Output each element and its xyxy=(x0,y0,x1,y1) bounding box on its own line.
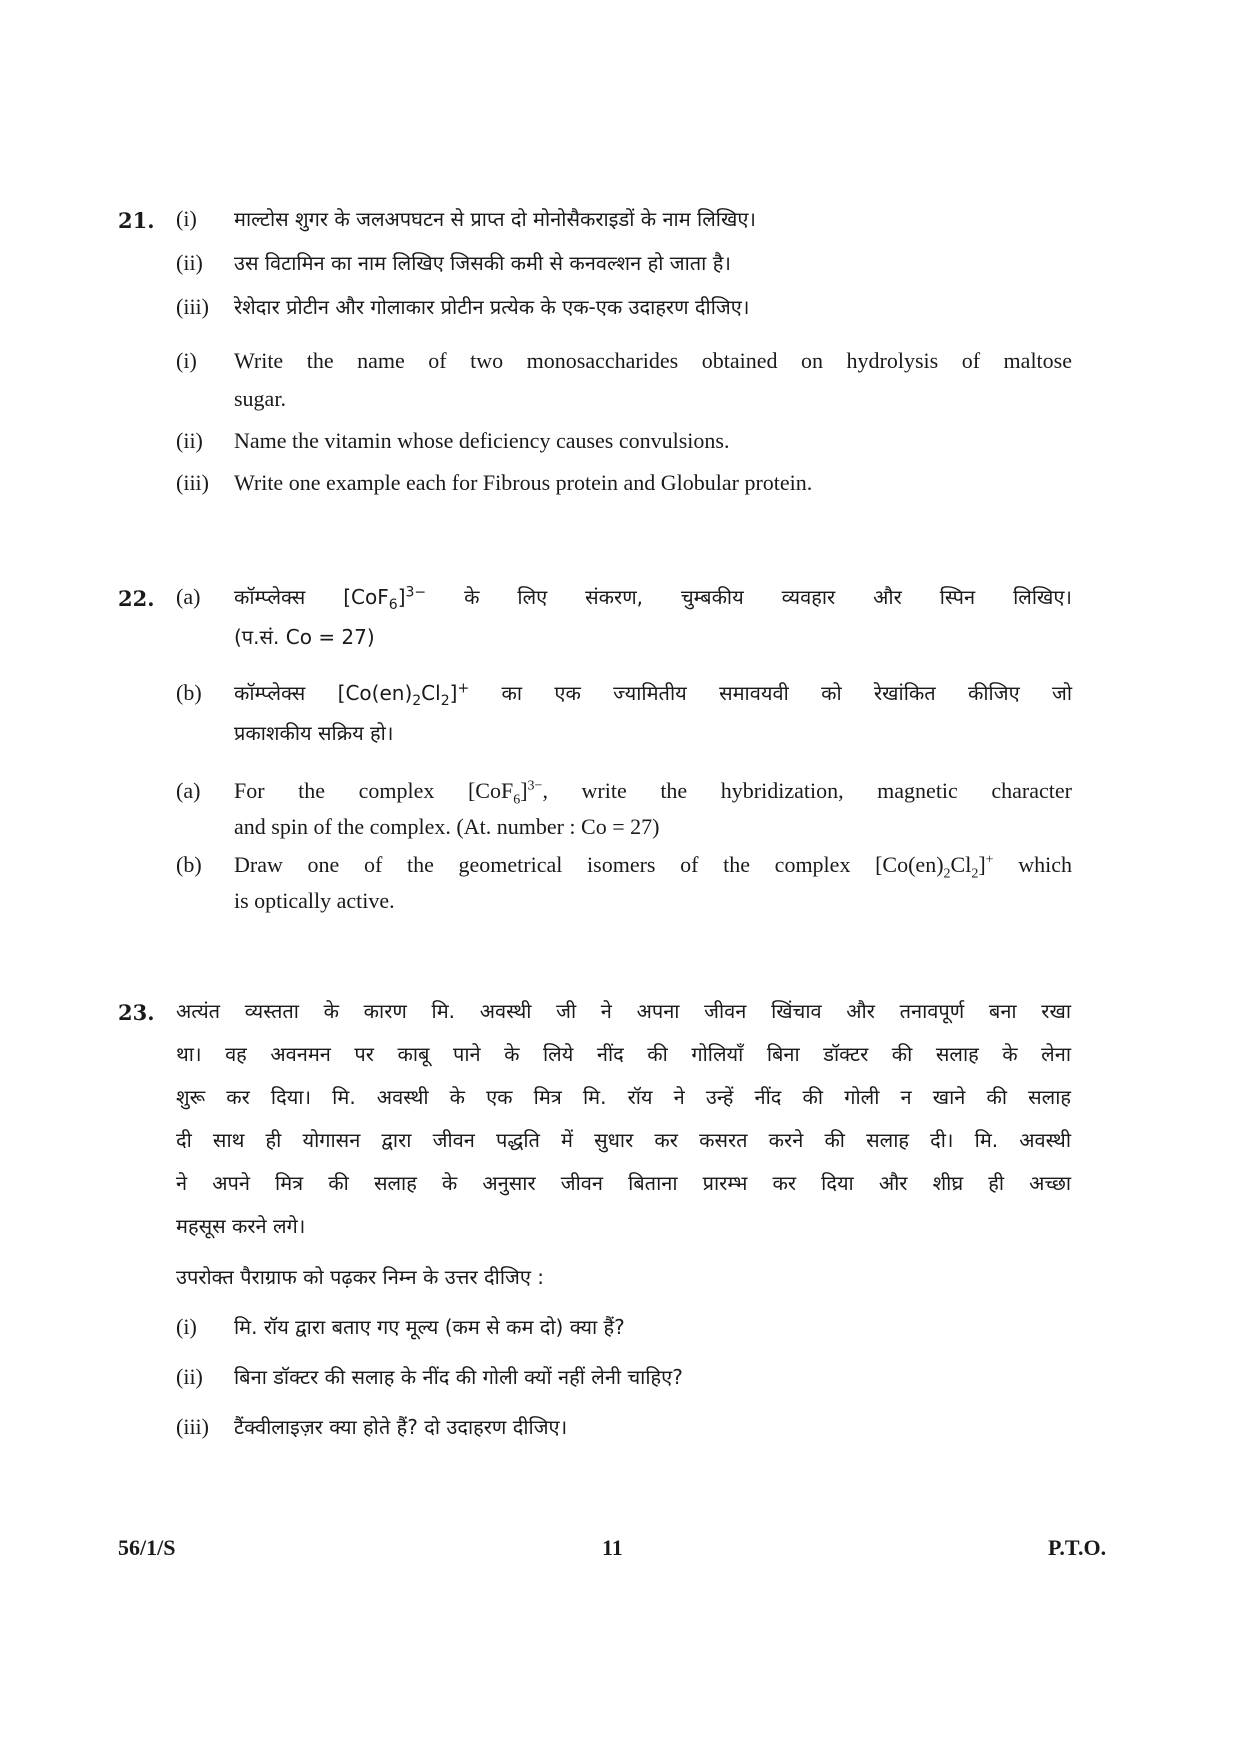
page-number: 11 xyxy=(602,1535,623,1560)
paragraph-line: अत्यंत व्यस्तता के कारण मि. अवस्थी जी ने अपना जीवन खिंचाव और तनावपूर्ण बना रखा xyxy=(176,999,1071,1023)
item-label: (iii) xyxy=(176,470,209,495)
paragraph-line: था। वह अवनमन पर काबू पाने के लिये नींद की गोलियाँ बिना डॉक्टर की सलाह के लेना xyxy=(176,1042,1071,1066)
item-text-continued: is optically active. xyxy=(234,888,395,913)
item-text-continued: प्रकाशकीय सक्रिय हो। xyxy=(234,721,394,745)
question-number: 23. xyxy=(118,1000,155,1025)
item-text-continued: (प.सं. Co = 27) xyxy=(234,625,375,649)
item-text-continued: sugar. xyxy=(234,386,286,411)
item-label: (b) xyxy=(176,852,202,877)
item-label: (a) xyxy=(176,584,201,609)
item-label: (a) xyxy=(176,778,201,803)
q23-prompt xyxy=(176,1258,1071,1296)
prompt-text: उपरोक्त पैराग्राफ को पढ़कर निम्न के उत्तर दीजिए : xyxy=(176,1265,545,1289)
paragraph-line: शुरू कर दिया। मि. अवस्थी के एक मित्र मि. रॉय ने उन्हें नींद की गोली न खाने की सलाह xyxy=(176,1085,1071,1109)
item-text: टैंक्वीलाइज़र क्या होते हैं? दो उदाहरण दीजिए। xyxy=(234,1415,568,1439)
item-text: कॉम्प्लेक्स $[CoF_6]^{3-}$ के लिए संकरण, चुम्बकीय व्यवहार और स्पिन लिखिए। xyxy=(234,584,1072,613)
item-text: Write one example each for Fibrous protein and Globular protein. xyxy=(234,470,813,495)
item-text: कॉम्प्लेक्स $[Co(en)_2Cl_2]^+$ का एक ज्यामितीय समावयवी को रेखांकित कीजिए जो xyxy=(234,680,1072,709)
item-text: मि. रॉय द्वारा बताए गए मूल्य (कम से कम दो) क्या हैं? xyxy=(234,1315,625,1339)
question-number: 22. xyxy=(118,586,155,611)
item-text: बिना डॉक्टर की सलाह के नींद की गोली क्यों नहीं लेनी चाहिए? xyxy=(234,1365,683,1389)
item-text: उस विटामिन का नाम लिखिए जिसकी कमी से कनवल्शन हो जाता है। xyxy=(234,251,731,275)
item-label: (ii) xyxy=(176,1364,203,1389)
paragraph-line: दी साथ ही योगासन द्वारा जीवन पद्धति में सुधार कर कसरत करने की सलाह दी। मि. अवस्थी xyxy=(176,1128,1071,1152)
item-label: (ii) xyxy=(176,250,203,275)
item-text: माल्टोस शुगर के जलअपघटन से प्राप्त दो मोनोसैकराइडों के नाम लिखिए। xyxy=(234,207,756,231)
please-turn-over: P.T.O. xyxy=(1048,1535,1107,1560)
item-text: रेशेदार प्रोटीन और गोलाकार प्रोटीन प्रत्येक के एक-एक उदाहरण दीजिए। xyxy=(234,295,750,319)
item-label: (i) xyxy=(176,1314,197,1339)
item-label: (i) xyxy=(176,348,197,373)
item-text: Write the name of two monosaccharides obtained on hydrolysis of maltose xyxy=(234,348,1072,373)
item-label: (iii) xyxy=(176,1414,209,1439)
item-text: Name the vitamin whose deficiency causes convulsions. xyxy=(234,428,730,453)
item-text: For the complex $[CoF_6]^{3-}$, write the hybridization, magnetic character xyxy=(234,778,1072,808)
item-text-continued: and spin of the complex. (At. number : Co = 27) xyxy=(234,814,660,839)
paragraph-line: महसूस करने लगे। xyxy=(176,1214,306,1238)
paragraph-line: ने अपने मित्र की सलाह के अनुसार जीवन बिताना प्रारम्भ कर दिया और शीघ्र ही अच्छा xyxy=(176,1171,1071,1195)
item-text: Draw one of the geometrical isomers of the complex $[Co(en)_2Cl_2]^+$ which xyxy=(234,852,1072,882)
item-label: (b) xyxy=(176,680,202,705)
item-label: (iii) xyxy=(176,294,209,319)
item-label: (ii) xyxy=(176,428,203,453)
question-number: 21. xyxy=(118,208,155,233)
paper-code: 56/1/S xyxy=(118,1535,176,1560)
item-label: (i) xyxy=(176,206,197,231)
